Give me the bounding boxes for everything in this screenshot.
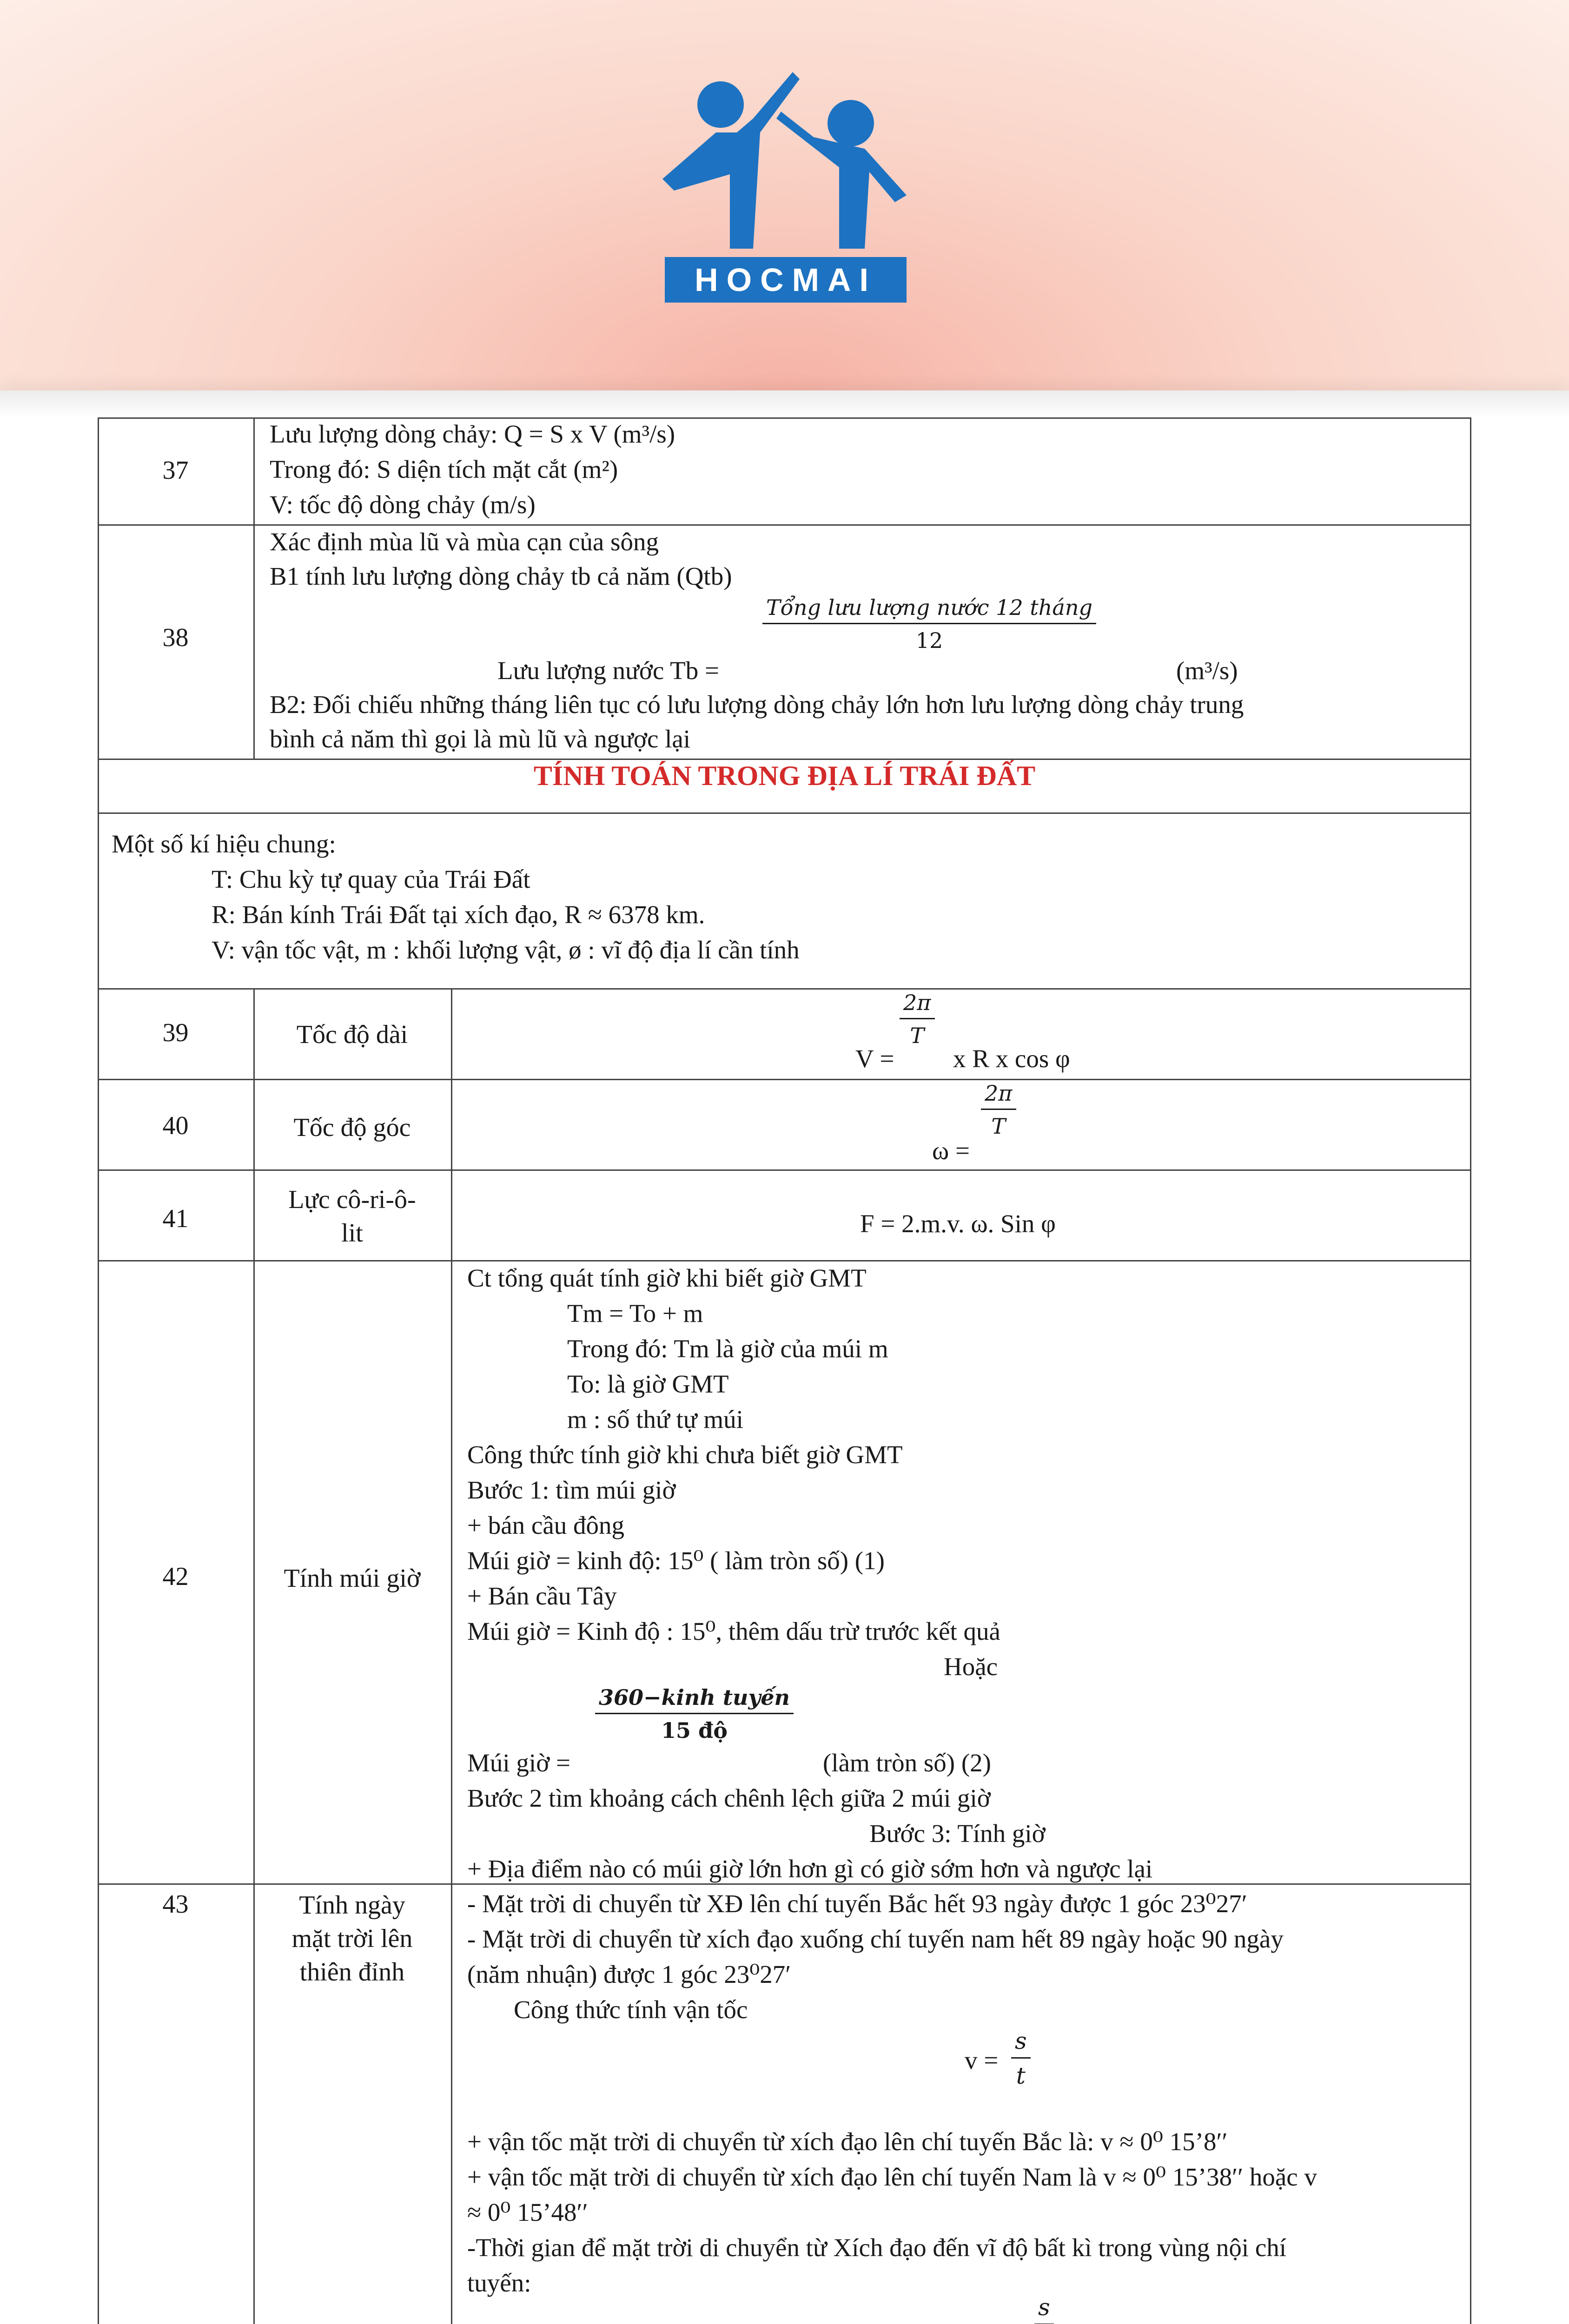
r38-fraction: Tổng lưu lượng nước 12 tháng 12 bbox=[762, 595, 1096, 653]
logo-wordmark: HOCMAI bbox=[665, 257, 907, 303]
r38-line-5: bình cả năm thì gọi là mù lũ và ngược lại bbox=[270, 725, 691, 753]
symbols-v: V: vận tốc vật, m : khối lượng vật, ø : vĩ độ địa lí cần tính bbox=[212, 936, 800, 964]
r43-line-8: -Thời gian để mặt trời di chuyển từ Xích đạo đến vĩ độ bất kì trong vùng nội chí bbox=[467, 2233, 1287, 2262]
r42-line-7: Bước 1: tìm múi giờ bbox=[467, 1476, 676, 1504]
row-number-42: 42 bbox=[162, 1562, 189, 1591]
r42-line-11: Múi giờ = Kinh độ : 15⁰, thêm dấu trừ trước kết quả bbox=[467, 1617, 1000, 1645]
r39-formula-right: x R x cos φ bbox=[953, 1044, 1070, 1073]
r42-line-6: Công thức tính giờ khi chưa biết giờ GMT bbox=[467, 1440, 903, 1469]
r43-line-2: - Mặt trời di chuyển từ xích đạo xuống chí tuyến nam hết 89 ngày hoặc 90 ngày bbox=[467, 1925, 1284, 1953]
r43-label-3: thiên đỉnh bbox=[299, 1958, 405, 1987]
r42-line-13-left: Múi giờ = bbox=[467, 1749, 571, 1777]
r41-label-2: lit bbox=[341, 1219, 363, 1248]
r42-line-8: + bán cầu đông bbox=[467, 1511, 625, 1539]
row-number-41: 41 bbox=[162, 1204, 189, 1233]
r40-fraction: $\frac{2\pi}{T}$ bbox=[981, 1081, 1016, 1139]
r43-line-6: + vận tốc mặt trời di chuyển từ xích đạo lên chí tuyến Nam là v ≈ 0⁰ 15’38′′ hoặc v bbox=[467, 2163, 1317, 2191]
symbols-r: R: Bán kính Trái Đất tại xích đạo, R ≈ 6378 km. bbox=[212, 900, 705, 929]
r42-label: Tính múi giờ bbox=[284, 1564, 421, 1593]
r43-label-2: mặt trời lên bbox=[291, 1924, 413, 1953]
r41-label-1: Lực cô-ri-ô- bbox=[288, 1185, 416, 1214]
r43-line-5: + vận tốc mặt trời di chuyển từ xích đạo lên chí tuyến Bắc là: v ≈ 0⁰ 15’8′′ bbox=[467, 2127, 1228, 2156]
r38-formula-unit: (m³/s) bbox=[1176, 656, 1238, 685]
row-number-39: 39 bbox=[162, 1018, 189, 1047]
section-title: TÍNH TOÁN TRONG ĐỊA LÍ TRÁI ĐẤT bbox=[533, 760, 1036, 791]
r42-line-13-right: (làm tròn số) (2) bbox=[823, 1749, 991, 1777]
r43-line-9: tuyến: bbox=[467, 2269, 531, 2297]
row-number-38: 38 bbox=[162, 623, 189, 652]
row-number-37: 37 bbox=[162, 456, 189, 485]
logo-figures-icon bbox=[660, 72, 911, 249]
r43-line-4: Công thức tính vận tốc bbox=[514, 1995, 748, 2024]
r38-formula-left: Lưu lượng nước Tb = bbox=[497, 656, 720, 685]
r42-line-14: Bước 2 tìm khoảng cách chênh lệch giữa 2 múi giờ bbox=[467, 1784, 991, 1812]
r43-line-1: - Mặt trời di chuyển từ XĐ lên chí tuyến Bắc hết 93 ngày được 1 góc 23⁰27′ bbox=[467, 1889, 1247, 1918]
r43-velocity-fraction: $\frac{s}{t}$ bbox=[1011, 2027, 1031, 2089]
r43-label-1: Tính ngày bbox=[299, 1891, 405, 1920]
r39-label: Tốc độ dài bbox=[296, 1020, 408, 1049]
row-number-40: 40 bbox=[162, 1111, 189, 1140]
r37-line-2: Trong đó: S diện tích mặt cắt (m²) bbox=[270, 455, 618, 483]
r42-line-1: Ct tổng quát tính giờ khi biết giờ GMT bbox=[467, 1264, 867, 1292]
r41-formula: F = 2.m.v. ω. Sin φ bbox=[860, 1209, 1056, 1238]
r42-line-9: Múi giờ = kinh độ: 15⁰ ( làm tròn số) (1) bbox=[467, 1546, 885, 1575]
r39-formula-left: V = bbox=[855, 1044, 894, 1073]
r38-line-2: B1 tính lưu lượng dòng chảy tb cả năm (Qtb) bbox=[270, 562, 732, 590]
r42-line-3: Trong đó: Tm là giờ của múi m bbox=[567, 1334, 888, 1363]
r40-formula-left: ω = bbox=[932, 1136, 970, 1165]
r43-velocity-left: v = bbox=[965, 2046, 999, 2074]
r42-line-5: m : số thứ tự múi bbox=[567, 1405, 743, 1433]
r42-line-10: + Bán cầu Tây bbox=[467, 1582, 617, 1610]
r37-line-1: Lưu lượng dòng chảy: Q = S x V (m³/s) bbox=[270, 420, 675, 448]
r42-line-4: To: là giờ GMT bbox=[567, 1370, 729, 1398]
r43-line-7: ≈ 0⁰ 15’48′′ bbox=[467, 2198, 588, 2226]
r43-line-3: (năm nhuận) được 1 góc 23⁰27′ bbox=[467, 1960, 791, 1988]
r42-line-2: Tm = To + m bbox=[567, 1299, 703, 1327]
r42-line-16: + Địa điểm nào có múi giờ lớn hơn gì có giờ sớm hơn và ngược lại bbox=[467, 1855, 1153, 1883]
symbols-title: Một số kí hiệu chung: bbox=[112, 830, 336, 858]
r42-line-12: Hoặc bbox=[944, 1652, 998, 1681]
r42-line-15: Bước 3: Tính giờ bbox=[869, 1819, 1046, 1848]
r37-line-3: V: tốc độ dòng chảy (m/s) bbox=[270, 490, 536, 519]
hocmai-logo bbox=[660, 72, 911, 309]
r43-time-fraction: s bbox=[1034, 2294, 1054, 2324]
r38-line-4: B2: Đối chiếu những tháng liên tục có lưu lượng dòng chảy lớn hơn lưu lượng dòng chảy trung bbox=[270, 690, 1244, 719]
r38-line-1: Xác định mùa lũ và mùa cạn của sông bbox=[270, 528, 659, 556]
r42-fraction: 360−kinh tuyến 15 độ bbox=[595, 1685, 794, 1743]
r40-label: Tốc độ góc bbox=[293, 1113, 411, 1142]
symbols-t: T: Chu kỳ tự quay của Trái Đất bbox=[212, 865, 530, 893]
row-number-43: 43 bbox=[162, 1890, 189, 1919]
r39-fraction: $\frac{2\pi}{T}$ bbox=[900, 990, 935, 1048]
